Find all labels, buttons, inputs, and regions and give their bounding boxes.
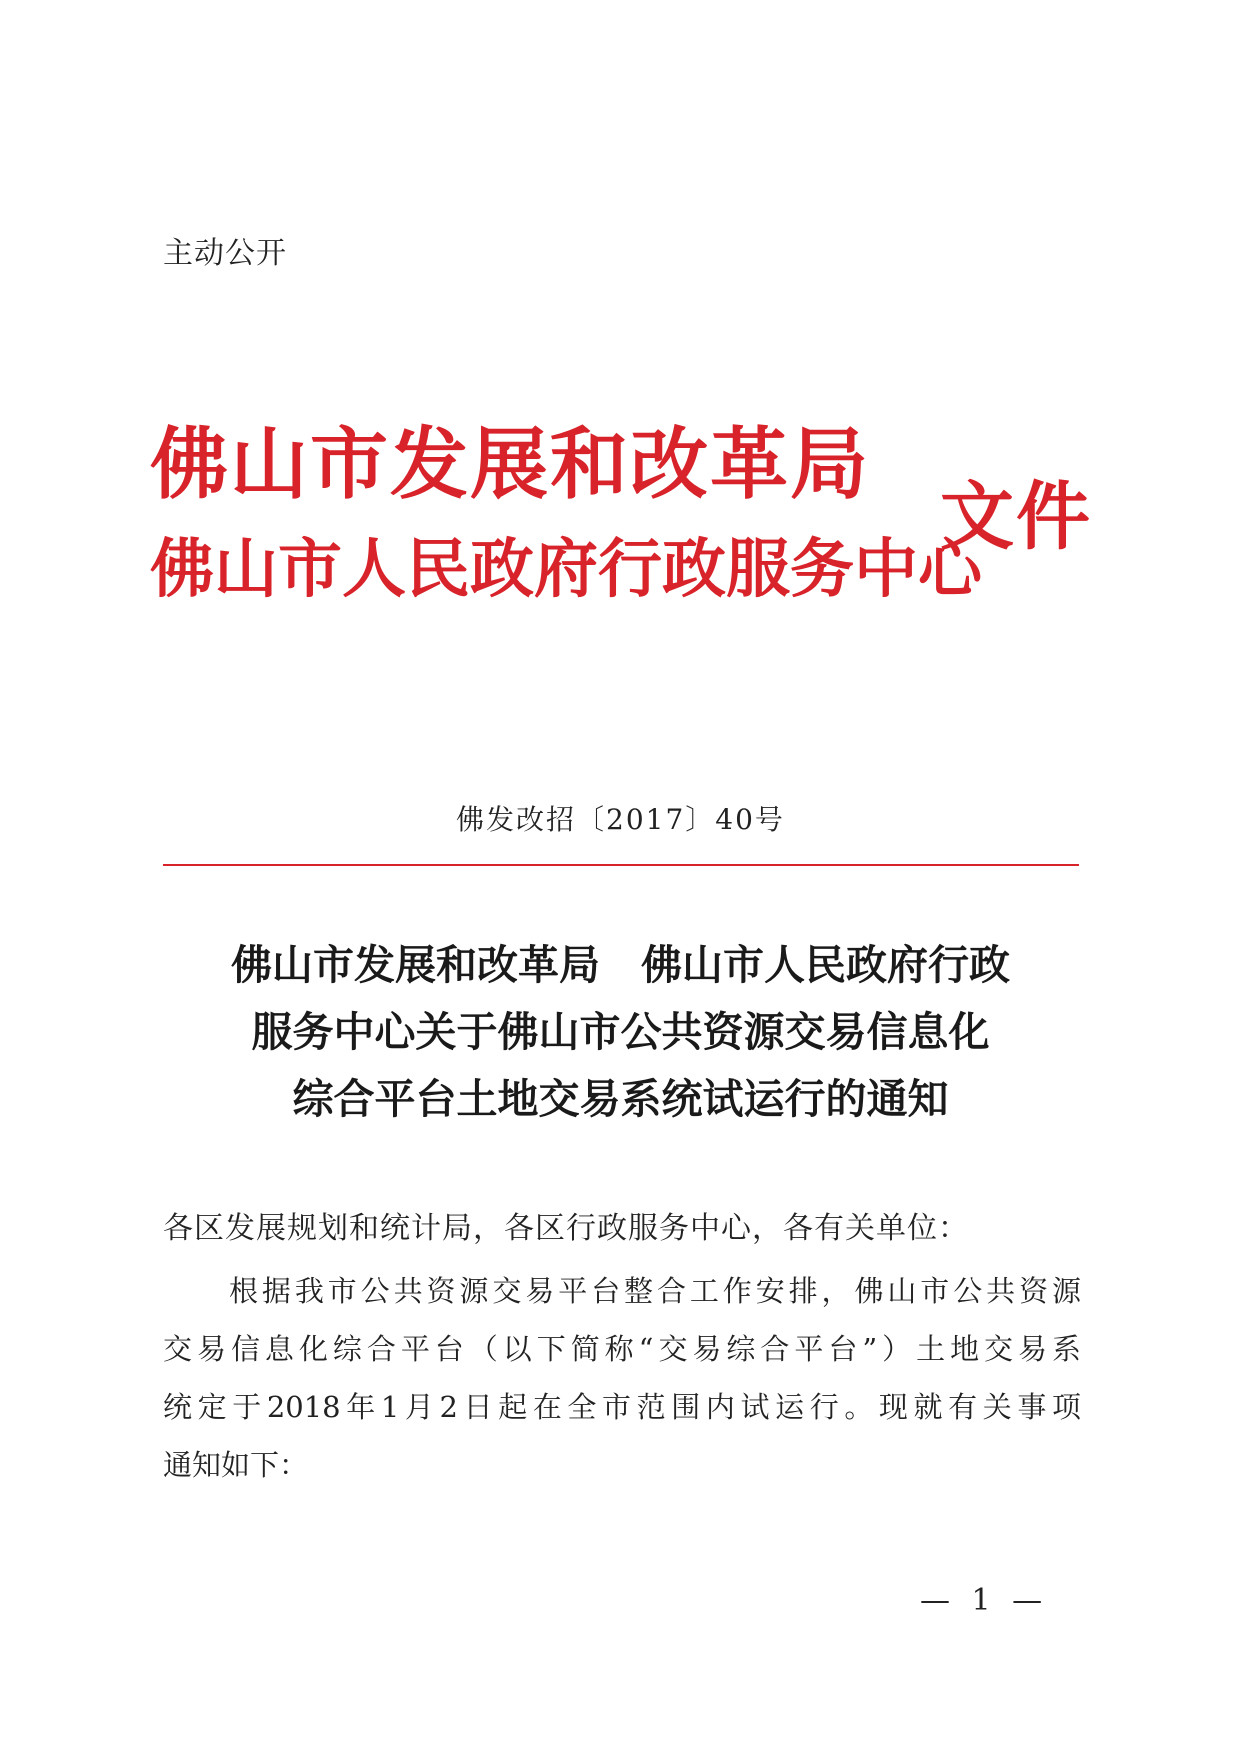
addressee-line: 各区发展规划和统计局，各区行政服务中心，各有关单位： bbox=[163, 1211, 969, 1246]
body-line-1: 根据我市公共资源交易平台整合工作安排，佛山市公共资源 bbox=[229, 1274, 1081, 1308]
body-line-2: 交易信息化综合平台（以下简称“交易综合平台”）土地交易系 bbox=[163, 1332, 1081, 1366]
document-number: 佛发改招〔2017〕40号 bbox=[456, 803, 785, 836]
disclosure-label: 主动公开 bbox=[163, 236, 287, 271]
red-divider-rule bbox=[163, 864, 1079, 866]
document-title-line-3: 综合平台土地交易系统试运行的通知 bbox=[292, 1075, 949, 1123]
body-paragraph bbox=[163, 1262, 1081, 1494]
issuer-name-primary: 佛山市发展和改革局 bbox=[150, 419, 871, 510]
document-type-word: 文件 bbox=[940, 474, 1092, 560]
issuer-name-secondary: 佛山市人民政府行政服务中心 bbox=[150, 532, 982, 607]
page-number: — 1 — bbox=[920, 1583, 1049, 1618]
body-line-3: 统定于2018年1月2日起在全市范围内试运行。现就有关事项 bbox=[163, 1390, 1081, 1424]
body-line-4: 通知如下： bbox=[163, 1448, 309, 1482]
document-title-line-1: 佛山市发展和改革局 佛山市人民政府行政 bbox=[231, 941, 1010, 989]
document-title-line-2: 服务中心关于佛山市公共资源交易信息化 bbox=[251, 1008, 990, 1056]
